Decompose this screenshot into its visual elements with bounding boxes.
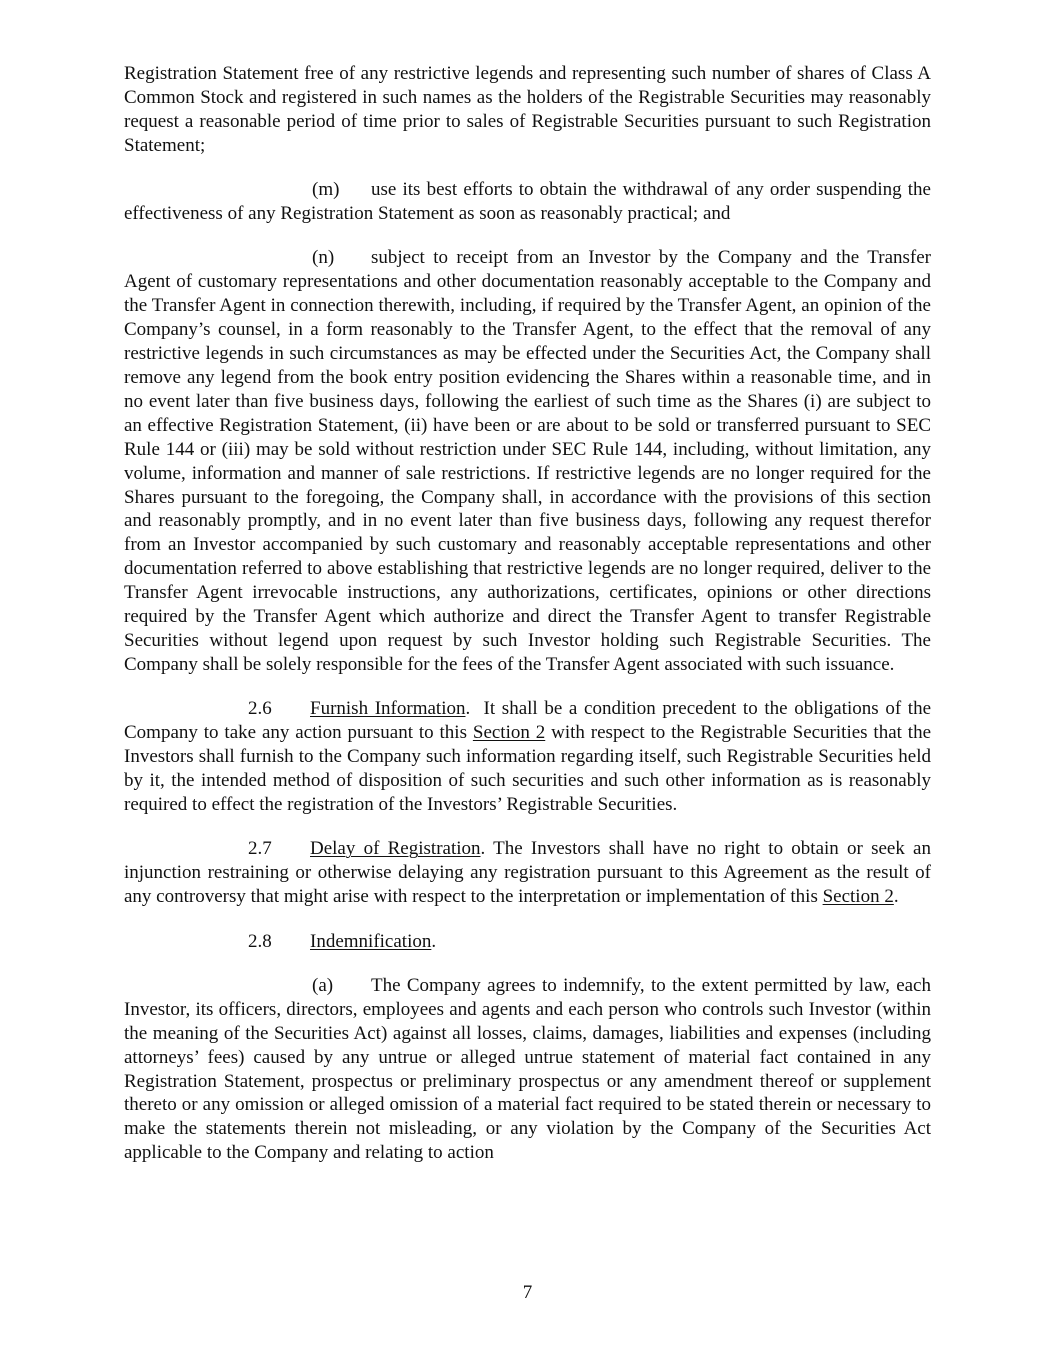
section-2-8-number: 2.8 [248,930,272,952]
section-2-8-heading: Indemnification [310,930,432,952]
section-2-6: 2.6 Furnish Information. It shall be a condition precedent to the obligations of the Company to take any action pursuant to this Section 2 with respect to the Registrable Securities that the Investors shall furnish to the Company such information regarding itself, such Registrable Securities held by it, the intended method of disposition of such securities and such other information as is reasonably required to effect the registration of the Investors’ Registrable Securities. [124,698,932,815]
page-number: 7 [522,1282,533,1303]
continuation-text: Registration Statement free of any restrictive legends and representing such number of shares of Class A Common Stock and registered in such names as the holders of the Registrable Securities may reasonably request a reasonable period of time prior to sales of Registrable Securities pursuant to such Registration Statement; [124,63,931,156]
section-2-7-heading: Delay of Registration [310,838,481,860]
section-2-6-heading: Furnish Information [310,698,466,720]
section-2-6-text-before-ref: It shall be a condition precedent to the obligations of the Company to take any action pursuant to this [124,698,932,744]
clause-a [124,974,931,1165]
section-2-7-number: 2.7 [248,838,272,860]
section-2-7: 2.7 Delay of Registration. The Investors shall have no right to obtain or seek an injunction restraining or otherwise delaying any registration pursuant to this Agreement as the result of any controversy that might arise with respect to the interpretation or implementation of this Section 2. [124,838,931,908]
section-2-8 [124,930,931,954]
section-2-7-text-after-ref: . [893,886,899,908]
section-2-6-number: 2.6 [248,698,272,720]
document-page [124,62,931,1165]
section-2-6-text-after-ref: with respect to the Registrable Securities that the Investors shall furnish to the Company such information regarding itself, such Registrable Securities held by it, the intended method of disposition of such securities and such other information as is reasonably required to effect the registration of the Investors’ Registrable Securities. [124,722,932,815]
section-2-6-section-reference: Section 2 [472,722,546,744]
clause-m-label: (m) [312,179,340,201]
clause-a-label: (a) [312,974,334,996]
section-2-7-section-reference: Section 2 [822,886,894,908]
clause-n-label: (n) [312,247,335,269]
clause-n [124,246,931,676]
clause-m-text: use its best efforts to obtain the withdrawal of any order suspending the effectiveness of any Registration Statement as soon as reasonably practical; and [124,179,931,225]
clause-a-text: The Company agrees to indemnify, to the extent permitted by law, each Investor, its officers, directors, employees and agents and each person who controls such Investor (within the meaning of the Securities Act) against all losses, claims, damages, liabilities and expenses (including attorneys’ fees) caused by any untrue or alleged untrue statement of material fact contained in any Registration Statement, prospectus or preliminary prospectus or any amendment thereof or supplement thereto or any omission or alleged omission of a material fact required to be stated therein or necessary to make the statements therein not misleading, or any violation by the Company of the Securities Act applicable to the Company and relating to action [124,974,931,1164]
clause-m [124,178,931,226]
section-2-8-heading-suffix: . [431,930,437,952]
section-2-7-text-before-ref: The Investors shall have no right to obtain or seek an injunction restraining or otherwise delaying any registration pursuant to this Agreement as the result of any controversy that might arise with respect to the interpretation or implementation of this [124,838,931,908]
continuation-paragraph [124,62,931,158]
clause-n-text: subject to receipt from an Investor by the Company and the Transfer Agent of customary representations and other documentation reasonably acceptable to the Company and the Transfer Agent in connection therewith, including, if required by the Transfer Agent, an opinion of the Company’s counsel, in a form reasonably to the Transfer Agent, to the effect that the removal of any restrictive legends in such circumstances as may be effected under the Securities Act, the Company shall remove any legend from the book entry position evidencing the Shares within a reasonable time, and in no event later than five business days, following the earliest of such time as the Shares (i) are subject to an effective Registration Statement, (ii) have been or are about to be sold or transferred pursuant to SEC Rule 144 or (iii) may be sold without restriction under SEC Rule 144, including, without limitation, any volume, information and manner of sale restrictions. If restrictive legends are no longer required for the Shares pursuant to the foregoing, the Company shall, in accordance with the provisions of this section and reasonably promptly, and in no event later than five business days, following any request therefor from an Investor accompanied by such customary and reasonably acceptable representations and other documentation referred to above establishing that restrictive legends are no longer required, deliver to the Transfer Agent irrevocable instructions, any authorizations, certificates, opinions or other directions required by the Transfer Agent which authorize and direct the Transfer Agent to transfer Registrable Securities without legend upon request by such Investor holding such Registrable Securities. The Company shall be solely responsible for the fees of the Transfer Agent associated with such issuance. [124,247,931,675]
